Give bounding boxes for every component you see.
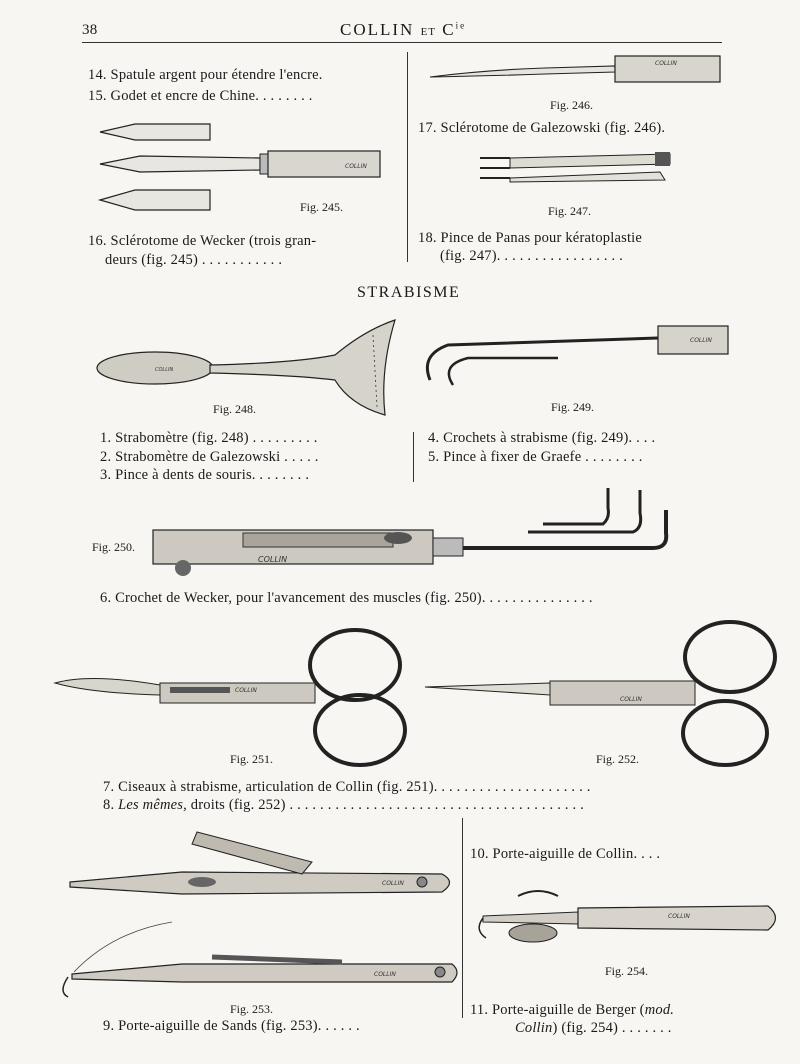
column-divider-bottom	[462, 818, 463, 1018]
fig-246-caption: Fig. 246.	[550, 98, 594, 112]
page-number: 38	[82, 22, 98, 38]
item-3: 3. Pince à dents de souris. . . . . . . .	[100, 467, 310, 483]
figure-254-berger-needle-holder	[478, 888, 788, 958]
running-title-sup: ie	[455, 20, 467, 31]
item-11-mod: mod.	[644, 1002, 675, 1018]
item-7: 7. Ciseaux à strabisme, articulation de Collin (fig. 251). . . . . . . . . . . . . . . . . . . . .	[103, 779, 591, 795]
item-11-line1	[470, 1002, 674, 1019]
running-title	[340, 20, 466, 40]
figure-250-wecker-hook	[148, 488, 688, 578]
fig-254-caption: Fig. 254.	[605, 964, 649, 978]
item-4: 4. Crochets à strabisme (fig. 249). . . .	[428, 430, 656, 446]
item-16-line1: 16. Sclérotome de Wecker (trois gran-	[88, 233, 317, 249]
item-2: 2. Strabomètre de Galezowski . . . . .	[100, 449, 319, 465]
collin-mark-245: COLLIN	[345, 163, 367, 170]
item-8	[103, 797, 584, 814]
fig-249-caption: Fig. 249.	[551, 400, 595, 414]
item-17: 17. Sclérotome de Galezowski (fig. 246).	[418, 120, 666, 136]
item-9: 9. Porte-aiguille de Sands (fig. 253). . . . . .	[103, 1018, 360, 1034]
item-10: 10. Porte-aiguille de Collin. . . .	[470, 846, 661, 862]
figure-247-panas-forceps	[470, 148, 700, 193]
figure-252-straight-scissors	[420, 615, 780, 775]
collin-mark-253b: COLLIN	[374, 971, 396, 978]
item-8-rest: droits (fig. 252) . . . . . . . . . . . . . . . . . . . . . . . . . . . . . . . . . . . . . . .	[190, 797, 584, 813]
fig-250-caption: Fig. 250.	[92, 540, 136, 554]
collin-mark-252: COLLIN	[620, 696, 642, 703]
item-1: 1. Strabomètre (fig. 248) . . . . . . . . .	[100, 430, 318, 446]
item-18-line2: (fig. 247). . . . . . . . . . . . . . . . .	[440, 248, 623, 264]
item-16-line2: deurs (fig. 245) . . . . . . . . . . .	[105, 252, 283, 268]
running-title-collin: COLLIN	[340, 20, 415, 39]
figure-246-galezowski-sclerotome	[425, 52, 735, 92]
running-title-co: C	[442, 20, 456, 39]
header-rule	[82, 42, 722, 43]
fig-252-caption: Fig. 252.	[596, 752, 640, 766]
fig-245-caption: Fig. 245.	[300, 200, 344, 214]
item-8-number: 8.	[103, 797, 115, 813]
section-title-strabisme: STRABISME	[357, 284, 461, 301]
item-14: 14. Spatule argent pour étendre l'encre.	[88, 67, 323, 83]
collin-mark-253a: COLLIN	[382, 880, 404, 887]
item-11-rest: ) (fig. 254) . . . . . . .	[552, 1020, 672, 1036]
item-6: 6. Crochet de Wecker, pour l'avancement des muscles (fig. 250). . . . . . . . . . . . . . .	[100, 590, 593, 606]
collin-mark-246: COLLIN	[655, 60, 677, 67]
fig-251-caption: Fig. 251.	[230, 752, 274, 766]
item-11-collin: Collin	[515, 1020, 553, 1036]
fig-248-caption: Fig. 248.	[213, 402, 257, 416]
item-11-text: 11. Porte-aiguille de Berger (	[470, 1002, 645, 1018]
item-5: 5. Pince à fixer de Graefe . . . . . . . .	[428, 449, 643, 465]
running-title-et: ET	[420, 26, 437, 38]
figure-249-strabismus-hooks	[418, 320, 738, 390]
collin-mark-254: COLLIN	[668, 913, 690, 920]
figure-253-sands-needle-holder	[62, 822, 462, 1002]
item-11-line2	[515, 1020, 672, 1037]
item-8-emphasis: Les mêmes,	[118, 797, 187, 813]
fig-253-caption: Fig. 253.	[230, 1002, 274, 1016]
item-18-line1: 18. Pince de Panas pour kératoplastie	[418, 230, 643, 246]
column-divider-top	[407, 52, 408, 262]
column-divider-strabisme	[413, 432, 414, 482]
figure-245-sclerotomes	[95, 118, 395, 218]
item-15: 15. Godet et encre de Chine. . . . . . . .	[88, 88, 313, 104]
collin-mark-248: COLLIN	[155, 367, 174, 373]
collin-mark-251: COLLIN	[235, 687, 257, 694]
collin-mark-249: COLLIN	[690, 337, 712, 344]
collin-mark-250: COLLIN	[258, 555, 288, 564]
fig-247-caption: Fig. 247.	[548, 204, 592, 218]
